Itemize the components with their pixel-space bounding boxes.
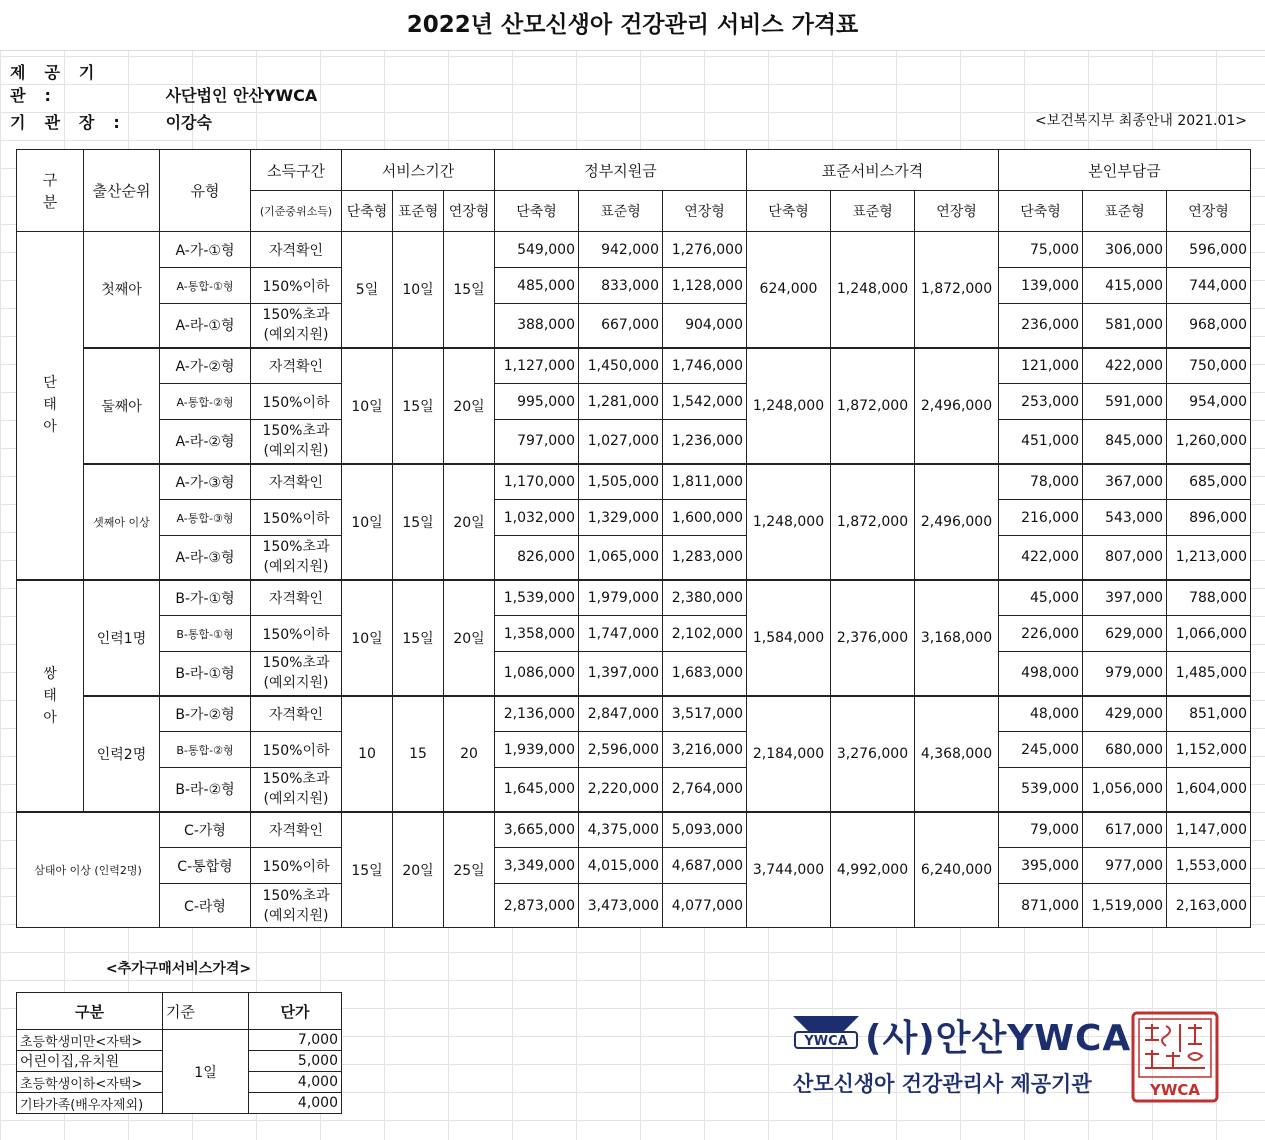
period-short: 10일	[342, 580, 393, 696]
gov-extended: 1,811,000	[663, 464, 747, 500]
income-cell: 자격확인	[251, 812, 342, 848]
self-pay-short: 139,000	[999, 268, 1083, 304]
type-cell: B-라-②형	[160, 768, 251, 812]
gov-standard: 2,847,000	[579, 696, 663, 732]
birth-order-label: 셋째아 이상	[84, 464, 160, 580]
type-cell: A-통합-②형	[160, 384, 251, 420]
additional-row-category: 초등학생미만<자택>	[17, 1030, 163, 1051]
table-row	[17, 348, 1251, 384]
group-label-text: 단태아	[43, 375, 57, 436]
gov-short: 1,127,000	[495, 348, 579, 384]
self-pay-standard: 807,000	[1083, 536, 1167, 580]
additional-row-price: 7,000	[249, 1030, 342, 1051]
gov-short: 2,136,000	[495, 696, 579, 732]
gov-short: 797,000	[495, 420, 579, 464]
provider-value: 사단법인 안산YWCA	[165, 86, 318, 105]
self-pay-short: 121,000	[999, 348, 1083, 384]
gov-extended: 1,746,000	[663, 348, 747, 384]
self-pay-standard: 306,000	[1083, 232, 1167, 268]
self-pay-extended: 1,152,000	[1167, 732, 1251, 768]
period-extended: 20일	[444, 464, 495, 580]
type-cell: A-가-①형	[160, 232, 251, 268]
income-cell: 150%초과 (예외지원)	[251, 652, 342, 696]
additional-row-price: 4,000	[249, 1093, 342, 1114]
self-pay-standard: 422,000	[1083, 348, 1167, 384]
income-cell: 150%초과 (예외지원)	[251, 536, 342, 580]
table-row	[17, 304, 1251, 348]
table-row	[17, 812, 1251, 848]
self-pay-standard: 680,000	[1083, 732, 1167, 768]
income-cell: 자격확인	[251, 348, 342, 384]
gov-extended: 2,102,000	[663, 616, 747, 652]
birth-order-label: 인력1명	[84, 580, 160, 696]
additional-row-category: 어린이집,유치원	[17, 1051, 163, 1072]
self-pay-short: 79,000	[999, 812, 1083, 848]
income-cell: 자격확인	[251, 464, 342, 500]
gov-extended: 3,517,000	[663, 696, 747, 732]
gov-short: 995,000	[495, 384, 579, 420]
seal-text: YWCA	[1149, 1081, 1201, 1099]
self-pay-extended: 1,213,000	[1167, 536, 1251, 580]
self-pay-extended: 954,000	[1167, 384, 1251, 420]
self-pay-short: 245,000	[999, 732, 1083, 768]
self-pay-short: 236,000	[999, 304, 1083, 348]
std-price-short: 1,248,000	[747, 348, 831, 464]
gov-short: 549,000	[495, 232, 579, 268]
period-standard: 20일	[393, 812, 444, 928]
additional-row-price: 4,000	[249, 1072, 342, 1093]
type-cell: B-라-①형	[160, 652, 251, 696]
gov-standard: 1,450,000	[579, 348, 663, 384]
period-short: 5일	[342, 232, 393, 348]
page-title: 2022년 산모신생아 건강관리 서비스 가격표	[0, 0, 1265, 51]
table-row	[17, 884, 1251, 928]
header-std-short: 단축형	[747, 191, 831, 232]
header-gov-standard: 표준형	[579, 191, 663, 232]
period-standard: 15일	[393, 348, 444, 464]
birth-order-label: 인력2명	[84, 696, 160, 812]
period-extended: 20일	[444, 348, 495, 464]
type-cell: A-라-①형	[160, 304, 251, 348]
self-pay-short: 75,000	[999, 232, 1083, 268]
additional-header-category: 구분	[17, 993, 163, 1030]
type-cell: B-가-②형	[160, 696, 251, 732]
self-pay-standard: 543,000	[1083, 500, 1167, 536]
header-period: 서비스기간	[342, 150, 495, 191]
table-row	[17, 652, 1251, 696]
self-pay-standard: 397,000	[1083, 580, 1167, 616]
std-price-standard: 2,376,000	[831, 580, 915, 696]
gov-standard: 833,000	[579, 268, 663, 304]
gov-standard: 2,596,000	[579, 732, 663, 768]
logo-badge-text: YWCA	[804, 1034, 848, 1049]
additional-header-basis: 기준	[163, 993, 249, 1030]
gov-standard: 3,473,000	[579, 884, 663, 928]
gov-extended: 2,380,000	[663, 580, 747, 616]
header-self-short: 단축형	[999, 191, 1083, 232]
self-pay-extended: 2,163,000	[1167, 884, 1251, 928]
gov-extended: 1,236,000	[663, 420, 747, 464]
std-price-short: 3,744,000	[747, 812, 831, 928]
self-pay-extended: 596,000	[1167, 232, 1251, 268]
header-gov-short: 단축형	[495, 191, 579, 232]
price-table-body	[17, 232, 1251, 928]
director-value: 이강숙	[165, 113, 212, 132]
ywca-logo	[793, 1010, 1133, 1120]
self-pay-standard: 845,000	[1083, 420, 1167, 464]
gov-standard: 1,065,000	[579, 536, 663, 580]
std-price-extended: 2,496,000	[915, 464, 999, 580]
std-price-extended: 1,872,000	[915, 232, 999, 348]
self-pay-short: 226,000	[999, 616, 1083, 652]
std-price-standard: 1,872,000	[831, 464, 915, 580]
gov-extended: 3,216,000	[663, 732, 747, 768]
self-pay-extended: 968,000	[1167, 304, 1251, 348]
gov-extended: 1,600,000	[663, 500, 747, 536]
self-pay-standard: 581,000	[1083, 304, 1167, 348]
gov-extended: 1,683,000	[663, 652, 747, 696]
std-price-short: 2,184,000	[747, 696, 831, 812]
self-pay-standard: 1,056,000	[1083, 768, 1167, 812]
self-pay-extended: 1,604,000	[1167, 768, 1251, 812]
self-pay-short: 498,000	[999, 652, 1083, 696]
type-cell: B-가-①형	[160, 580, 251, 616]
period-short: 10일	[342, 464, 393, 580]
header-std-standard: 표준형	[831, 191, 915, 232]
gov-standard: 942,000	[579, 232, 663, 268]
gov-extended: 1,283,000	[663, 536, 747, 580]
type-cell: B-통합-②형	[160, 732, 251, 768]
gov-standard: 1,397,000	[579, 652, 663, 696]
header-self-pay: 본인부담금	[999, 150, 1251, 191]
period-short: 15일	[342, 812, 393, 928]
table-row	[17, 732, 1251, 768]
gov-standard: 667,000	[579, 304, 663, 348]
gov-short: 3,665,000	[495, 812, 579, 848]
self-pay-short: 48,000	[999, 696, 1083, 732]
self-pay-short: 253,000	[999, 384, 1083, 420]
gov-extended: 904,000	[663, 304, 747, 348]
group-label	[17, 580, 84, 812]
gov-standard: 1,979,000	[579, 580, 663, 616]
birth-order-label: 첫째아	[84, 232, 160, 348]
header-income-sub: (기준중위소득)	[251, 191, 342, 232]
self-pay-short: 45,000	[999, 580, 1083, 616]
type-cell: A-통합-①형	[160, 268, 251, 304]
table-row	[17, 848, 1251, 884]
gov-standard: 1,329,000	[579, 500, 663, 536]
gov-short: 485,000	[495, 268, 579, 304]
gov-standard: 4,015,000	[579, 848, 663, 884]
gov-standard: 2,220,000	[579, 768, 663, 812]
period-short: 10	[342, 696, 393, 812]
self-pay-extended: 896,000	[1167, 500, 1251, 536]
self-pay-extended: 685,000	[1167, 464, 1251, 500]
self-pay-standard: 415,000	[1083, 268, 1167, 304]
period-standard: 15	[393, 696, 444, 812]
self-pay-short: 78,000	[999, 464, 1083, 500]
self-pay-short: 216,000	[999, 500, 1083, 536]
period-standard: 15일	[393, 580, 444, 696]
header-self-standard: 표준형	[1083, 191, 1167, 232]
income-cell: 150%이하	[251, 616, 342, 652]
header-std-extended: 연장형	[915, 191, 999, 232]
self-pay-extended: 1,066,000	[1167, 616, 1251, 652]
std-price-short: 1,584,000	[747, 580, 831, 696]
self-pay-standard: 1,519,000	[1083, 884, 1167, 928]
period-extended: 20	[444, 696, 495, 812]
gov-short: 1,539,000	[495, 580, 579, 616]
income-cell: 자격확인	[251, 580, 342, 616]
self-pay-short: 395,000	[999, 848, 1083, 884]
table-row	[17, 268, 1251, 304]
director-info	[10, 110, 212, 133]
additional-header-price: 단가	[249, 993, 342, 1030]
table-row	[17, 768, 1251, 812]
gov-extended: 1,276,000	[663, 232, 747, 268]
header-category: 구분	[17, 150, 84, 232]
type-cell: C-통합형	[160, 848, 251, 884]
director-label: 기관장:	[10, 113, 139, 132]
group-label-triplets: 삼태아 이상 (인력2명)	[17, 812, 160, 928]
header-std-price: 표준서비스가격	[747, 150, 999, 191]
gov-standard: 1,747,000	[579, 616, 663, 652]
self-pay-extended: 1,260,000	[1167, 420, 1251, 464]
self-pay-short: 451,000	[999, 420, 1083, 464]
table-row	[17, 420, 1251, 464]
self-pay-extended: 788,000	[1167, 580, 1251, 616]
gov-extended: 1,542,000	[663, 384, 747, 420]
income-cell: 자격확인	[251, 232, 342, 268]
birth-order-label: 둘째아	[84, 348, 160, 464]
std-price-extended: 4,368,000	[915, 696, 999, 812]
self-pay-standard: 629,000	[1083, 616, 1167, 652]
table-row	[17, 696, 1251, 732]
income-cell: 150%초과 (예외지원)	[251, 768, 342, 812]
income-cell: 150%초과 (예외지원)	[251, 420, 342, 464]
std-price-short: 1,248,000	[747, 464, 831, 580]
provider-label: 제공기관:	[10, 63, 114, 105]
self-pay-short: 422,000	[999, 536, 1083, 580]
gov-short: 1,358,000	[495, 616, 579, 652]
header-period-short: 단축형	[342, 191, 393, 232]
type-cell: B-통합-①형	[160, 616, 251, 652]
gov-extended: 5,093,000	[663, 812, 747, 848]
type-cell: A-라-②형	[160, 420, 251, 464]
gov-short: 1,939,000	[495, 732, 579, 768]
header-birth-order: 출산순위	[84, 150, 160, 232]
table-row	[17, 500, 1251, 536]
gov-extended: 4,687,000	[663, 848, 747, 884]
additional-table	[16, 992, 342, 1114]
income-cell: 150%이하	[251, 384, 342, 420]
self-pay-standard: 429,000	[1083, 696, 1167, 732]
std-price-extended: 6,240,000	[915, 812, 999, 928]
logo-name: (사)안산YWCA	[865, 1018, 1132, 1059]
table-row	[17, 616, 1251, 652]
ywca-badge-icon	[793, 1014, 859, 1052]
self-pay-standard: 977,000	[1083, 848, 1167, 884]
std-price-extended: 2,496,000	[915, 348, 999, 464]
std-price-standard: 1,248,000	[831, 232, 915, 348]
income-cell: 150%이하	[251, 848, 342, 884]
income-cell: 150%이하	[251, 500, 342, 536]
gov-short: 1,032,000	[495, 500, 579, 536]
self-pay-standard: 591,000	[1083, 384, 1167, 420]
self-pay-extended: 744,000	[1167, 268, 1251, 304]
group-label-text: 쌍태아	[43, 665, 57, 726]
income-cell: 150%이하	[251, 268, 342, 304]
table-row	[17, 580, 1251, 616]
income-cell: 150%이하	[251, 732, 342, 768]
header-period-standard: 표준형	[393, 191, 444, 232]
self-pay-extended: 851,000	[1167, 696, 1251, 732]
period-standard: 15일	[393, 464, 444, 580]
self-pay-extended: 1,553,000	[1167, 848, 1251, 884]
table-row	[17, 464, 1251, 500]
income-cell: 자격확인	[251, 696, 342, 732]
period-extended: 15일	[444, 232, 495, 348]
provider-info	[10, 60, 317, 106]
gov-standard: 1,505,000	[579, 464, 663, 500]
std-price-standard: 4,992,000	[831, 812, 915, 928]
additional-row-price: 5,000	[249, 1051, 342, 1072]
gov-standard: 4,375,000	[579, 812, 663, 848]
type-cell: A-라-③형	[160, 536, 251, 580]
gov-short: 2,873,000	[495, 884, 579, 928]
source-note: <보건복지부 최종안내 2021.01>	[1035, 113, 1247, 129]
additional-row-category: 기타가족(배우자제외)	[17, 1093, 163, 1114]
group-label	[17, 232, 84, 580]
std-price-standard: 1,872,000	[831, 348, 915, 464]
period-extended: 20일	[444, 580, 495, 696]
std-price-short: 624,000	[747, 232, 831, 348]
gov-short: 3,349,000	[495, 848, 579, 884]
type-cell: A-통합-③형	[160, 500, 251, 536]
gov-short: 388,000	[495, 304, 579, 348]
logo-subtitle: 산모신생아 건강관리사 제공기관	[793, 1072, 1092, 1096]
header-income: 소득구간	[251, 150, 342, 191]
self-pay-short: 871,000	[999, 884, 1083, 928]
type-cell: C-가형	[160, 812, 251, 848]
gov-extended: 1,128,000	[663, 268, 747, 304]
income-cell: 150%초과 (예외지원)	[251, 304, 342, 348]
header-self-extended: 연장형	[1167, 191, 1251, 232]
header-type: 유형	[160, 150, 251, 232]
additional-title: <추가구매서비스가격>	[105, 961, 252, 977]
table-row	[17, 384, 1251, 420]
additional-row-category: 초등학생이하<자택>	[17, 1072, 163, 1093]
period-extended: 25일	[444, 812, 495, 928]
self-pay-extended: 750,000	[1167, 348, 1251, 384]
price-table	[16, 149, 1251, 928]
gov-standard: 1,027,000	[579, 420, 663, 464]
type-cell: A-가-③형	[160, 464, 251, 500]
std-price-standard: 3,276,000	[831, 696, 915, 812]
self-pay-extended: 1,485,000	[1167, 652, 1251, 696]
additional-basis-value: 1일	[163, 1030, 249, 1114]
table-row	[17, 536, 1251, 580]
self-pay-standard: 367,000	[1083, 464, 1167, 500]
period-short: 10일	[342, 348, 393, 464]
header-gov: 정부지원금	[495, 150, 747, 191]
official-seal-icon	[1130, 1010, 1220, 1104]
self-pay-standard: 617,000	[1083, 812, 1167, 848]
gov-short: 1,170,000	[495, 464, 579, 500]
period-standard: 10일	[393, 232, 444, 348]
self-pay-short: 539,000	[999, 768, 1083, 812]
self-pay-extended: 1,147,000	[1167, 812, 1251, 848]
table-row	[17, 232, 1251, 268]
std-price-extended: 3,168,000	[915, 580, 999, 696]
gov-short: 1,645,000	[495, 768, 579, 812]
header-period-extended: 연장형	[444, 191, 495, 232]
gov-short: 826,000	[495, 536, 579, 580]
income-cell: 150%초과 (예외지원)	[251, 884, 342, 928]
gov-extended: 4,077,000	[663, 884, 747, 928]
type-cell: A-가-②형	[160, 348, 251, 384]
gov-standard: 1,281,000	[579, 384, 663, 420]
type-cell: C-라형	[160, 884, 251, 928]
self-pay-standard: 979,000	[1083, 652, 1167, 696]
gov-short: 1,086,000	[495, 652, 579, 696]
gov-extended: 2,764,000	[663, 768, 747, 812]
header-gov-extended: 연장형	[663, 191, 747, 232]
